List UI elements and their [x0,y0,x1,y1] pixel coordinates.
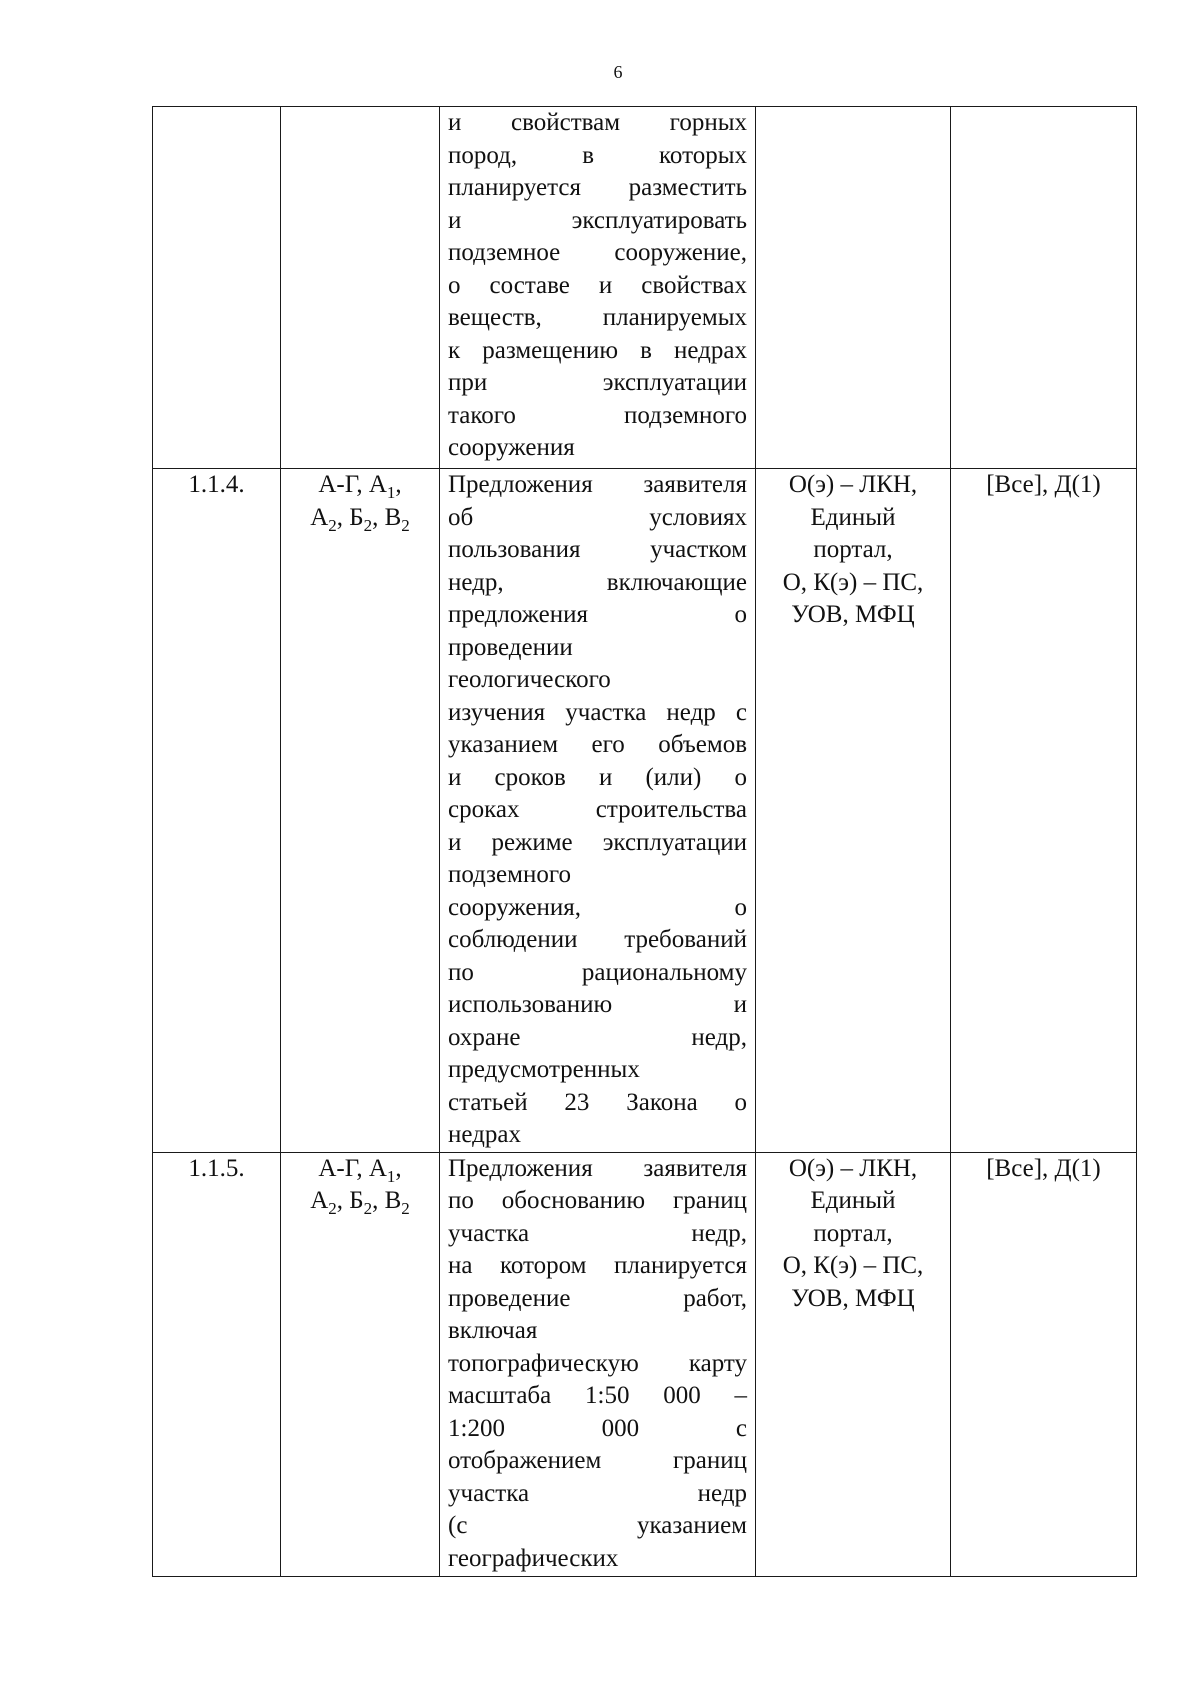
text-line: планируется разместить [448,174,747,201]
category-line: $А_2$, $Б_2$, $В_2$ [310,503,410,535]
text-line: соблюдении требований [448,926,747,953]
table-row [153,469,1137,1153]
table-row [153,107,1137,469]
text-line: веществ, планируемых [448,304,747,331]
text-line: такого подземного [448,401,747,429]
text-line: при эксплуатации [448,369,747,396]
reference-cell: [Все], Д(1) [951,469,1137,1153]
text-line: топографическую карту [448,1349,747,1377]
text-line: сооружения [448,434,575,461]
text-line: и режиме эксплуатации [448,828,747,856]
source-line: Единый [810,503,896,531]
text-line: отображением границ [448,1447,747,1474]
text-line: по рациональному [448,958,747,986]
source-line: О(э) – ЛКН, [788,471,918,498]
source-line: Единый [810,1187,896,1214]
document-table [152,106,1137,1577]
category-line: $А_2$, $Б_2$, $В_2$ [310,1187,410,1218]
row-number-cell: 1.1.4. [153,469,281,1153]
category-line: А-Г, $А_1$, [318,1154,402,1186]
source-cell [756,469,951,1153]
text-line: статьей 23 Закона о [448,1088,747,1116]
text-line: проведение работ, [448,1284,747,1312]
table-row [153,1152,1137,1577]
page-number: 6 [613,62,623,82]
requirement-text-cell [440,1152,756,1577]
text-line: участка недр [448,1479,747,1507]
text-line: и свойствам горных [448,109,747,136]
reference-cell [951,107,1137,469]
source-line: О(э) – ЛКН, [788,1154,918,1182]
text-line: Предложения заявителя [448,471,747,498]
text-line: географических [448,1544,619,1572]
text-line: по обоснованию границ [448,1187,747,1214]
source-line: портал, [813,536,893,563]
text-line: подземного [448,861,571,888]
text-line: предложения о [448,601,747,628]
text-line: включая [448,1317,538,1344]
category-line: А-Г, $А_1$, [318,471,402,502]
text-line: пользования участком [448,536,747,563]
source-line: О, К(э) – ПС, [782,568,924,596]
source-line: УОВ, МФЦ [791,1284,915,1312]
text-line: Предложения заявителя [448,1154,747,1182]
source-line: портал, [813,1219,893,1247]
reference-cell: [Все], Д(1) [951,1152,1137,1577]
category-cell [281,469,440,1153]
text-line: о составе и свойствах [448,271,747,299]
text-line: сооружения, о [448,893,747,921]
text-line: недр, включающие [448,568,747,596]
text-line: геологического [448,666,611,693]
text-line: к размещению в недрах [448,336,747,364]
source-cell [756,1152,951,1577]
row-number-cell: 1.1.5. [153,1152,281,1577]
text-line: участка недр, [448,1219,747,1247]
text-line: и эксплуатировать [448,206,747,234]
text-line: на котором планируется [448,1252,747,1279]
text-line: изучения участка недр с [448,698,747,726]
text-line: масштаба 1:50 000 – [448,1382,747,1409]
requirement-text-cell [440,469,756,1153]
text-line: предусмотренных [448,1056,640,1083]
text-line: сроках строительства [448,796,747,823]
text-line: использованию и [448,991,747,1018]
text-line: недрах [448,1121,521,1148]
text-line: проведении [448,633,573,661]
category-cell [281,107,440,469]
source-cell [756,107,951,469]
text-line: охране недр, [448,1023,747,1051]
text-line: пород, в которых [448,141,747,169]
text-line: подземное сооружение, [448,239,747,266]
text-line: (с указанием [448,1512,747,1539]
text-line: 1:200 000 с [448,1414,747,1442]
requirement-text-cell [440,107,756,469]
source-line: О, К(э) – ПС, [782,1252,924,1279]
text-line: об условиях [448,503,747,531]
text-line: и сроков и (или) о [448,763,747,791]
category-cell [281,1152,440,1577]
text-line: указанием его объемов [448,731,747,758]
row-number-cell [153,107,281,469]
source-line: УОВ, МФЦ [791,601,915,628]
